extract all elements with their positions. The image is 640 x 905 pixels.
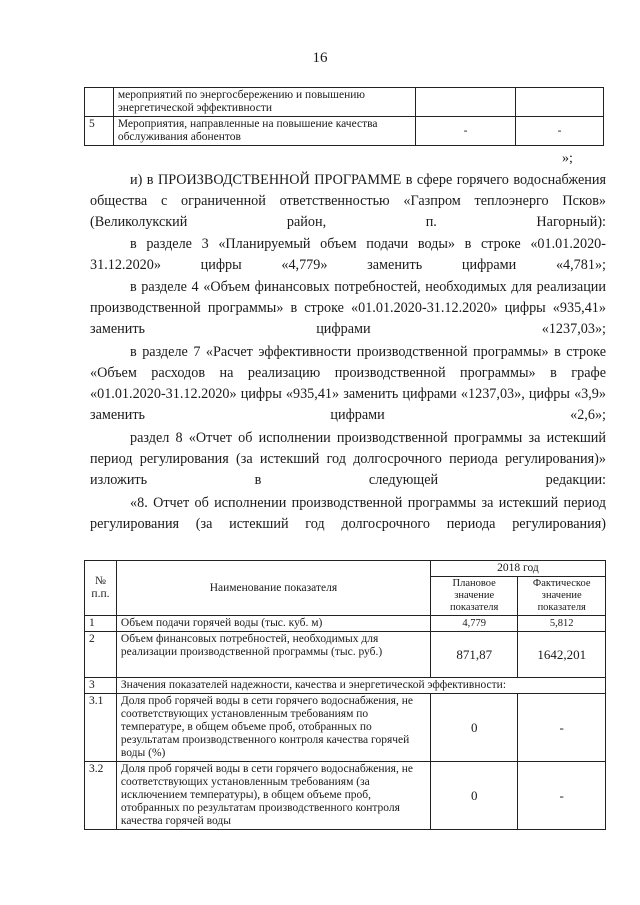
row-number: 3 [85,678,117,694]
closing-quote: »; [562,151,573,166]
row-name: Значения показателей надежности, качества и энергетической эффективности: [116,678,605,694]
row-number: 5 [85,117,114,146]
paragraph-text: раздел 8 «Отчет об исполнении производственной программы за истекший период регулирования (за истекший год долгосрочного периода регулирования)» изложить в следующей редакции: [90,430,606,488]
row-value-1 [416,88,516,117]
row-name: Объем подачи горячей воды (тыс. куб. м) [116,616,430,632]
row-actual: 1642,201 [518,632,606,678]
paragraph-text: в разделе 4 «Объем финансовых потребностей, необходимых для реализации производственной программы» в строке «01.01.2020-31.12.2020» цифры «935,41» заменить цифрами «1237,03»; [90,279,606,337]
row-number: 3.2 [85,762,117,830]
row-number: 1 [85,616,117,632]
table-row [85,88,604,117]
page-number: 16 [312,50,328,66]
row-actual: - [518,694,606,762]
row-actual: - [518,762,606,830]
paragraph-text: в разделе 7 «Расчет эффективности производственной программы» в строке «Объем расходов на реализацию производственной программы» в графе «01.01.2020-31.12.2020» цифры «935,41» заменить цифрами «1237,03», цифры «3,9» заменить цифрами «2,6»; [90,344,606,423]
header-year: 2018 год [430,561,605,577]
table-row [85,694,606,762]
row-value-2 [515,88,603,117]
top-table [84,87,604,146]
table-row [85,632,606,678]
row-planned: 4,779 [430,616,518,632]
header-planned: Плановое значение показателя [430,577,518,616]
row-name: мероприятий по энергосбережению и повышению энергетической эффективности [113,88,415,117]
row-actual: 5,812 [518,616,606,632]
row-planned: 0 [430,762,518,830]
row-name: Мероприятия, направленные на повышение качества обслуживания абонентов [113,117,415,146]
table-row [85,762,606,830]
paragraph-amendment-i [90,170,606,233]
paragraph-section-8 [90,428,606,491]
paragraph-section-3 [90,234,606,276]
row-name: Доля проб горячей воды в сети горячего водоснабжения, не соответствующих установленным требованиям (за исключением температуры), в общем объеме проб, отобранных по результатам производственного контроля качества горячей воды [116,762,430,830]
row-value-1: - [416,117,516,146]
row-name: Объем финансовых потребностей, необходимых для реализации производственной программы (тыс. руб.) [116,632,430,678]
table-row [85,616,606,632]
header-number: № п.п. [85,561,117,616]
table-header-row [85,561,606,577]
header-actual: Фактическое значение показателя [518,577,606,616]
header-name: Наименование показателя [116,561,430,616]
row-planned: 0 [430,694,518,762]
row-value-2: - [515,117,603,146]
table-row [85,117,604,146]
row-planned: 871,87 [430,632,518,678]
row-number: 3.1 [85,694,117,762]
row-number [85,88,114,117]
paragraph-text: и) в ПРОИЗВОДСТВЕННОЙ ПРОГРАММЕ в сфере горячего водоснабжения общества с ограниченной ответственностью «Газпром теплоэнерго Псков» (Великолукский район, п. Нагорный): [90,172,606,230]
table-row [85,678,606,694]
paragraph-text: «8. Отчет об исполнении производственной программы за истекший период регулирования (за истекший год долгосрочного периода регулирования) [90,495,606,532]
row-name: Доля проб горячей воды в сети горячего водоснабжения, не соответствующих установленным требованиям по температуре, в общем объеме проб, отобранных по результатам производственного контроля качества горячей воды (%) [116,694,430,762]
report-table [84,560,606,830]
paragraph-text: в разделе 3 «Планируемый объем подачи воды» в строке «01.01.2020-31.12.2020» цифры «4,779» заменить цифрами «4,781»; [90,236,606,273]
paragraph-section-4 [90,277,606,340]
paragraph-section-7 [90,342,606,426]
row-number: 2 [85,632,117,678]
section-8-heading [90,493,606,535]
